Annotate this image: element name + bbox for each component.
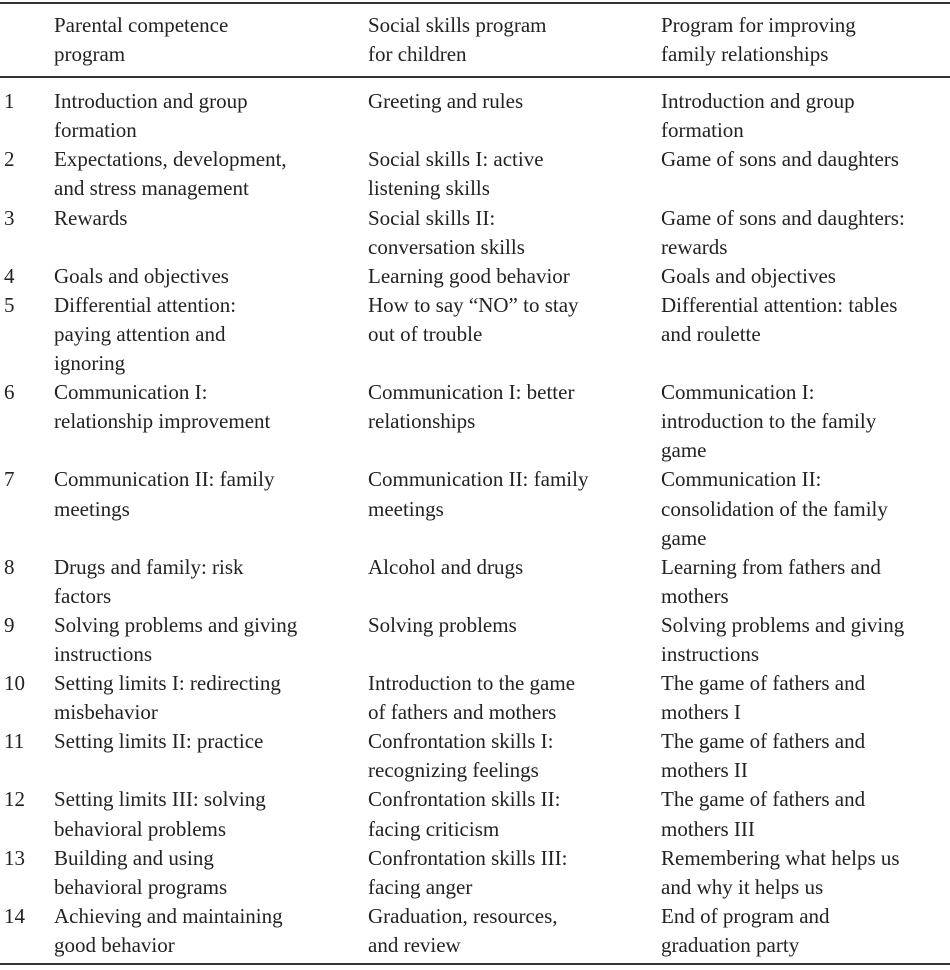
header-social-skills-program: Social skills program for children xyxy=(368,13,547,67)
family-session: The game of fathers and mothers III xyxy=(661,787,866,841)
session-number: 8 xyxy=(4,554,15,579)
session-number: 3 xyxy=(4,205,15,230)
parental-session: Differential attention: paying attention and ignoring xyxy=(54,292,237,376)
social-skills-session: Introduction to the game of fathers and mothers xyxy=(368,671,576,725)
table-row xyxy=(0,262,950,291)
family-session: The game of fathers and mothers II xyxy=(661,729,866,783)
social-skills-session: Social skills II: conversation skills xyxy=(368,205,525,259)
social-skills-session: Greeting and rules xyxy=(368,89,524,114)
social-skills-session: Graduation, resources, and review xyxy=(368,903,558,957)
session-number: 4 xyxy=(4,263,15,288)
social-skills-session: Alcohol and drugs xyxy=(368,554,524,579)
table-row xyxy=(0,902,950,960)
session-number: 14 xyxy=(4,903,25,928)
social-skills-session: Confrontation skills II: facing criticism xyxy=(368,787,561,841)
session-number: 7 xyxy=(4,467,15,492)
table-row xyxy=(0,465,950,552)
session-number: 9 xyxy=(4,612,15,637)
table-row xyxy=(0,669,950,727)
session-number: 11 xyxy=(4,729,25,754)
family-session: Introduction and group formation xyxy=(661,89,855,143)
session-number: 5 xyxy=(4,292,15,317)
family-session: Goals and objectives xyxy=(661,263,836,288)
top-rule xyxy=(0,2,950,4)
family-session: Communication I: introduction to the family game xyxy=(661,380,877,463)
session-number: 2 xyxy=(4,147,15,172)
table-row xyxy=(0,378,950,465)
table-row xyxy=(0,145,950,203)
parental-session: Goals and objectives xyxy=(54,263,229,288)
parental-session: Communication I: relationship improvement xyxy=(54,380,271,434)
parental-session: Setting limits II: practice xyxy=(54,729,264,754)
parental-session: Drugs and family: risk factors xyxy=(54,554,244,608)
family-session: End of program and graduation party xyxy=(661,903,830,957)
header-parental-program: Parental competence program xyxy=(54,13,229,67)
family-session: The game of fathers and mothers I xyxy=(661,671,866,725)
session-number: 6 xyxy=(4,380,15,405)
table-row xyxy=(0,785,950,843)
session-number: 10 xyxy=(4,671,25,696)
family-session: Learning from fathers and mothers xyxy=(661,554,881,608)
social-skills-session: Communication II: family meetings xyxy=(368,467,589,521)
table-row xyxy=(0,204,950,262)
session-number: 13 xyxy=(4,845,25,870)
family-session: Communication II: consolidation of the family game xyxy=(661,467,888,550)
table-row xyxy=(0,611,950,669)
session-number: 1 xyxy=(4,89,15,114)
parental-session: Communication II: family meetings xyxy=(54,467,275,521)
family-session: Solving problems and giving instructions xyxy=(661,612,905,666)
header-family-program: Program for improving family relationships xyxy=(661,13,856,67)
social-skills-session: Confrontation skills I: recognizing feelings xyxy=(368,729,554,783)
family-session: Game of sons and daughters xyxy=(661,147,899,172)
parental-session: Building and using behavioral programs xyxy=(54,845,228,899)
parental-session: Rewards xyxy=(54,205,128,230)
bottom-rule xyxy=(0,963,950,965)
session-number: 12 xyxy=(4,787,25,812)
social-skills-session: How to say “NO” to stay out of trouble xyxy=(368,292,579,346)
social-skills-session: Social skills I: active listening skills xyxy=(368,147,544,201)
parental-session: Expectations, development, and stress management xyxy=(54,147,287,201)
program-sessions-table xyxy=(0,11,950,960)
parental-session: Introduction and group formation xyxy=(54,89,248,143)
social-skills-session: Learning good behavior xyxy=(368,263,570,288)
social-skills-session: Communication I: better relationships xyxy=(368,380,575,434)
parental-session: Setting limits I: redirecting misbehavior xyxy=(54,671,281,725)
parental-session: Solving problems and giving instructions xyxy=(54,612,298,666)
table-row xyxy=(0,77,950,145)
header-row xyxy=(0,11,950,77)
table-row xyxy=(0,291,950,378)
table-row xyxy=(0,727,950,785)
family-session: Differential attention: tables and roulette xyxy=(661,292,898,346)
family-session: Game of sons and daughters: rewards xyxy=(661,205,905,259)
parental-session: Achieving and maintaining good behavior xyxy=(54,903,283,957)
header-number xyxy=(0,11,54,77)
social-skills-session: Confrontation skills III: facing anger xyxy=(368,845,568,899)
parental-session: Setting limits III: solving behavioral problems xyxy=(54,787,266,841)
family-session: Remembering what helps us and why it helps us xyxy=(661,845,900,899)
table-row xyxy=(0,553,950,611)
table-row xyxy=(0,844,950,902)
social-skills-session: Solving problems xyxy=(368,612,517,637)
